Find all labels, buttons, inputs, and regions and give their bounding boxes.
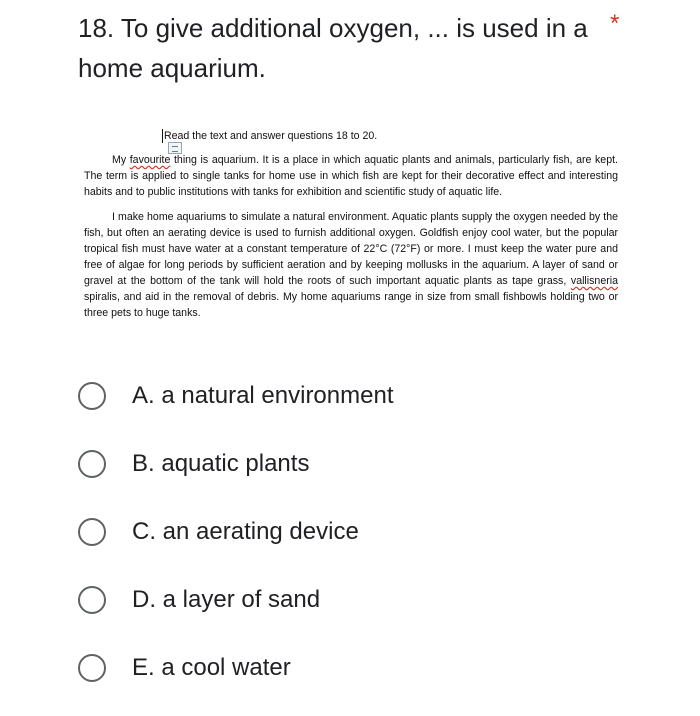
option-a[interactable] — [78, 376, 638, 444]
passage-instruction — [164, 128, 618, 144]
reading-passage-image — [84, 128, 618, 330]
spelling-flagged-word: vallisneria — [570, 275, 618, 287]
paragraph-2-rest: spiralis, and aid in the removal of debris. My home aquariums range in size from small fishbowls holding two or three pets to huge tanks. — [84, 291, 618, 319]
radio-button-icon[interactable] — [78, 382, 106, 410]
option-label[interactable]: B. aquatic plants — [132, 450, 310, 477]
option-b[interactable] — [78, 444, 638, 512]
passage-instruction-text: Read the text and answer questions 18 to 20. — [164, 130, 378, 142]
radio-button-icon[interactable] — [78, 654, 106, 682]
option-label[interactable]: D. a layer of sand — [132, 586, 321, 613]
option-label[interactable]: C. an aerating device — [132, 518, 359, 545]
option-label[interactable]: A. a natural environment — [132, 382, 394, 409]
paragraph-1-lead: My — [112, 154, 130, 166]
text-cursor — [162, 129, 163, 143]
paragraph-2-lead: I make home aquariums to simulate a natural environment. Aquatic plants supply the oxygen needed by the fish, but often an aerating device is used to furnish additional oxygen. Goldfish enjoy cool water, but the popular tropical fish must have water at a constant temperature of 22°C (72°F) or more. I must keep the water pure and free of algae for long periods by sufficient aeration and by keeping mollusks in the aquarium. A layer of sand or gravel at the bottom of the tank will hold the roots of such important aquatic plants as tape grass, — [84, 211, 618, 287]
option-label[interactable]: E. a cool water — [132, 654, 291, 681]
radio-button-icon[interactable] — [78, 450, 106, 478]
autocorrect-options-icon — [168, 142, 182, 154]
question-header — [78, 8, 638, 88]
question-title: 18. To give additional oxygen, ... is used in a home aquarium. — [78, 13, 588, 83]
radio-button-icon[interactable] — [78, 518, 106, 546]
passage-paragraph-2 — [84, 209, 618, 321]
paragraph-1-rest: thing is aquarium. It is a place in which aquatic plants and animals, particularly fish, are kept. The term is applied to single tanks for home use in which fish are kept for their decorative effect and interesting habits and to public institutions with tanks for exhibition and scientific study of aquatic life. — [84, 154, 618, 198]
required-asterisk: * — [610, 10, 620, 37]
option-e[interactable] — [78, 648, 638, 716]
option-c[interactable] — [78, 512, 638, 580]
answer-options — [78, 376, 638, 716]
spelling-flagged-word: favourite — [129, 154, 171, 166]
option-d[interactable] — [78, 580, 638, 648]
passage-paragraph-1 — [84, 152, 618, 200]
radio-button-icon[interactable] — [78, 586, 106, 614]
